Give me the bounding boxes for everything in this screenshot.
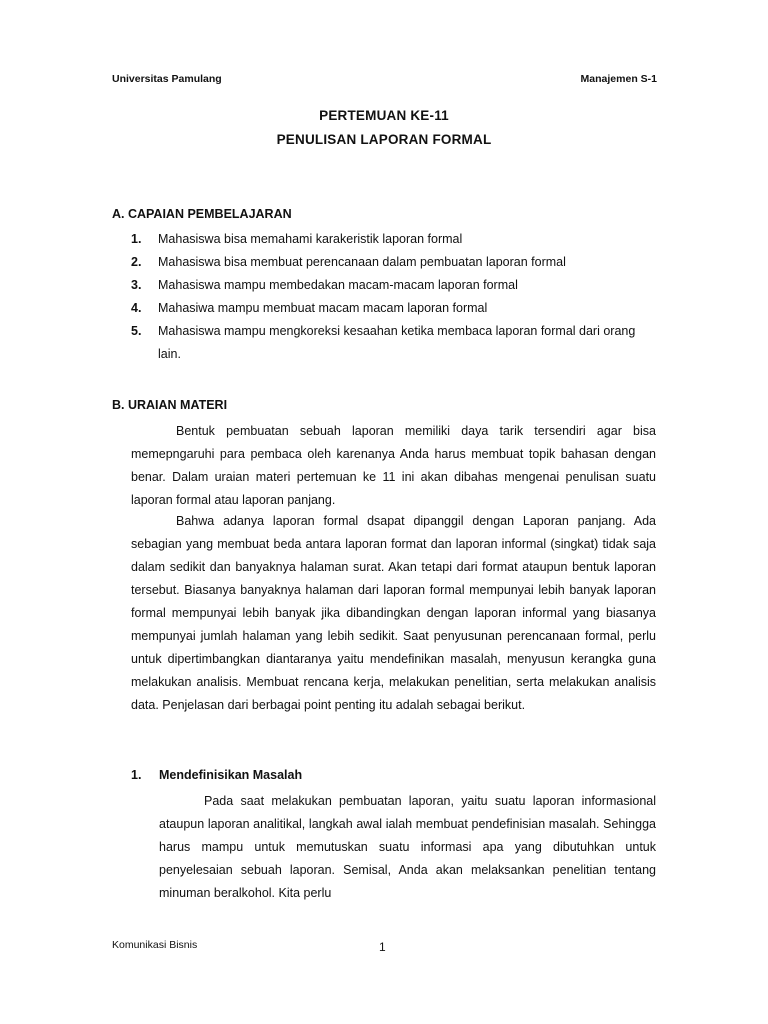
section-b-heading: B. URAIAN MATERI (112, 398, 228, 412)
list-item (131, 251, 661, 274)
subsection-title: Mendefinisikan Masalah (159, 768, 303, 782)
list-item-number: 2. (131, 255, 142, 269)
footer-page-number: 1 (379, 940, 386, 954)
header-program: Manajemen S-1 (580, 73, 657, 85)
subsection-number: 1. (131, 768, 142, 782)
list-item-number: 3. (131, 278, 142, 292)
body-paragraph-intro: Bentuk pembuatan sebuah laporan memiliki daya tarik tersendiri agar bisa memepngaruhi para pembaca oleh karenanya Anda harus membuat topik bahasan dengan benar. Dalam uraian materi pertemuan ke 11 ini akan dibahas mengenai penulisan suatu laporan formal atau laporan panjang. (131, 424, 656, 507)
list-item-text: Mahasiwa mampu membuat macam macam laporan formal (158, 301, 488, 315)
document-title-meeting: PERTEMUAN KE-11 (319, 108, 449, 123)
list-item (131, 297, 661, 320)
footer-course-name: Komunikasi Bisnis (112, 939, 198, 951)
list-item-text: Mahasiswa mampu mengkoreksi kesaahan ketika membaca laporan formal dari orang lain. (158, 324, 636, 361)
list-item (131, 228, 661, 251)
list-item-number: 1. (131, 232, 142, 246)
list-item-text: Mahasiswa bisa memahami karakeristik laporan formal (158, 232, 463, 246)
subsection-heading (131, 768, 302, 782)
document-title-topic: PENULISAN LAPORAN FORMAL (276, 132, 492, 147)
header-institution: Universitas Pamulang (112, 73, 222, 85)
list-item-number: 4. (131, 301, 142, 315)
list-item-text: Mahasiswa mampu membedakan macam-macam laporan formal (158, 278, 518, 292)
list-item (131, 274, 661, 297)
learning-objectives-list (131, 228, 661, 366)
list-item-text: Mahasiswa bisa membuat perencanaan dalam pembuatan laporan formal (158, 255, 566, 269)
body-paragraph-formal-report: Bahwa adanya laporan formal dsapat dipanggil dengan Laporan panjang. Ada sebagian yang membuat beda antara laporan format dan laporan informal (singkat) tidak saja dalam sedikit dan banyaknya halaman surat. Akan tetapi dari format ataupun bentuk laporan tersebut. Biasanya banyaknya halaman dari laporan formal mempunyai lebih banyak laporan formal mempunyai lebih banyak jika dibandingkan dengan laporan informal yang biasanya mempunyai jumlah halaman yang lebih sedikit. Saat penyusunan perencanaan formal, perlu untuk dipertimbangkan diantaranya yaitu mendefinikan masalah, menyusun kerangka guna melakukan analisis. Membuat rencana kerja, melakukan penelitian, serta melakukan analisis data. Penjelasan dari berbagai point penting itu adalah sebagai berikut. (131, 514, 656, 712)
list-item-number: 5. (131, 324, 142, 338)
body-paragraph-define-problem: Pada saat melakukan pembuatan laporan, yaitu suatu laporan informasional ataupun laporan analitikal, langkah awal ialah membuat pendefinisian masalah. Sehingga harus mampu untuk memutuskan suatu informasi apa yang dibutuhkan untuk penyelesaian sebuah laporan. Semisal, Anda akan melaksankan penelitian tentang minuman beralkohol. Kita perlu (159, 794, 656, 900)
list-item (131, 320, 661, 366)
section-a-heading: A. CAPAIAN PEMBELAJARAN (112, 207, 292, 221)
